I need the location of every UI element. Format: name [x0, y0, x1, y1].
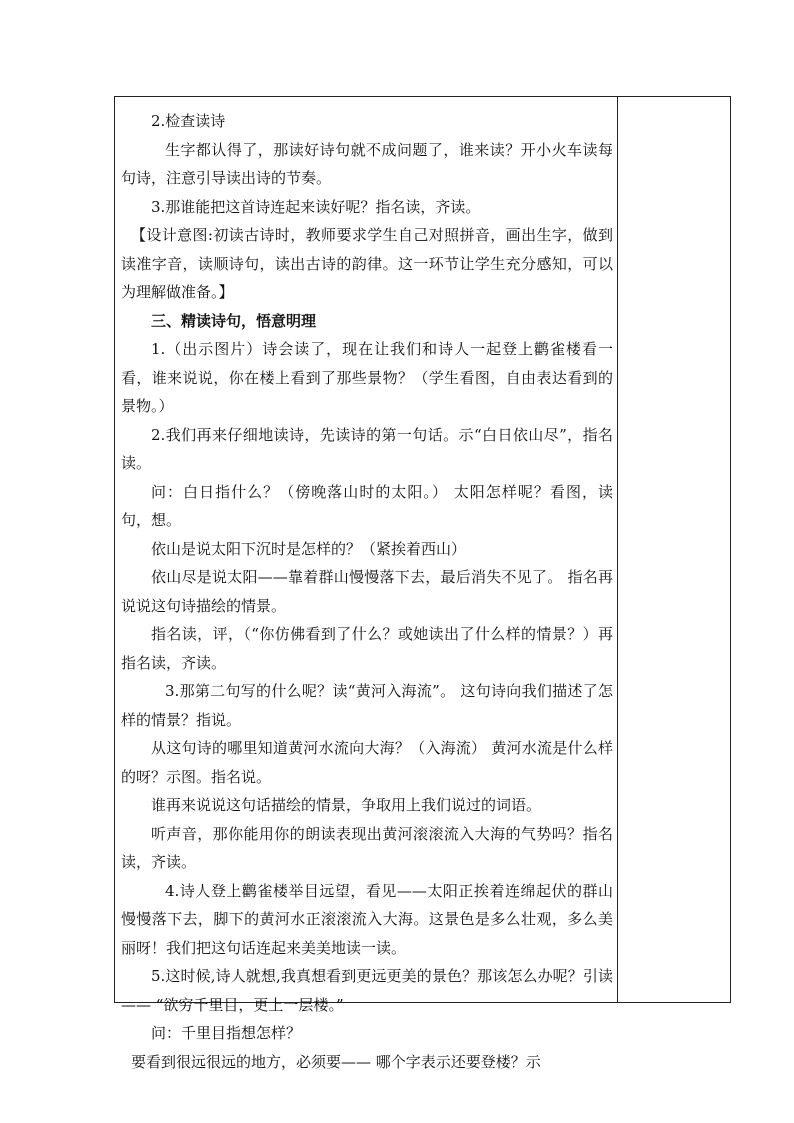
remarks-cell [618, 97, 730, 1002]
paragraph-lead-reading: 5.这时候,诗人就想,我真想看到更远更美的景色？那该怎么办呢？引读—— “欲穷千里目，更上一层楼。” [121, 967, 613, 1014]
paragraph-design-intent: 【设计意图:初读古诗时，教师要求学生自己对照拼音，画出生字，做到读准字音，读顺诗句，读出古诗的韵律。这一环节让学生充分感知，可以为理解做准备。】 [121, 226, 613, 301]
paragraph-listen-sound: 听声音，那你能用你的朗读表现出黄河滚滚流入大海的气势吗？指名读，齐读。 [121, 824, 613, 871]
paragraph-question-thousand-miles: 问：千里目指想怎样？ [151, 1024, 302, 1042]
paragraph-first-line: 2.我们再来仔细地读诗，先读诗的第一句话。示“白日依山尽”，指名读。 [121, 425, 613, 472]
paragraph-against-mountain: 依山是说太阳下沉时是怎样的？（紧挨着西山） [151, 539, 467, 558]
paragraph-poet-view: 4.诗人登上鹳雀楼举目远望，看见——太阳正挨着连绵起伏的群山慢慢落下去，脚下的黄河水正滚滚流入大海。这景色是多么壮观，多么美丽呀！我们把这句话连起来美美地读一读。 [121, 881, 613, 957]
paragraph-train-reading: 生字都认得了，那读好诗句就不成问题了，谁来读？开小火车读每句诗，注意引导读出诗的节奏。 [121, 140, 613, 187]
paragraph-white-sun: 问：白日指什么？（傍晚落山时的太阳。） 太阳怎样呢？看图，读句，想。 [121, 482, 613, 529]
paragraph-check-reading: 2.检查读诗 [151, 112, 226, 130]
paragraph-show-picture: 1.（出示图片）诗会读了，现在让我们和诗人一起登上鹳雀楼看一看，谁来说说，你在楼上看到了那些景物？（学生看图，自由表达看到的景物。） [121, 340, 613, 415]
paragraph-climb-tower: 要看到很远很远的地方，必须要—— 哪个字表示还要登楼？示 [131, 1052, 541, 1071]
paragraph-mountain-end: 依山尽是说太阳——靠着群山慢慢落下去，最后消失不见了。 指名再说说这句诗描绘的情景。 [121, 568, 613, 615]
paragraph-evaluate-reading: 指名读，评，（“你仿佛看到了什么？或她读出了什么样的情景？）再指名读，齐读。 [121, 625, 613, 672]
lesson-content-cell [115, 97, 617, 1071]
section-heading-close-reading: 三、精读诗句，悟意明理 [151, 311, 317, 330]
paragraph-read-together: 3.那谁能把这首诗连起来读好呢？指名读，齐读。 [151, 197, 481, 216]
paragraph-river-to-sea: 从这句诗的哪里知道黄河水流向大海？（入海流） 黄河水流是什么样的呀？示图。指名说。 [121, 739, 613, 786]
paragraph-describe-scene: 谁再来说说这句话描绘的情景，争取用上我们说过的词语。 [151, 796, 542, 814]
paragraph-second-line: 3.那第二句写的什么呢？读“黄河入海流”。 这句诗向我们描述了怎样的情景？指说。 [121, 682, 613, 729]
lesson-plan-table [114, 96, 731, 1071]
